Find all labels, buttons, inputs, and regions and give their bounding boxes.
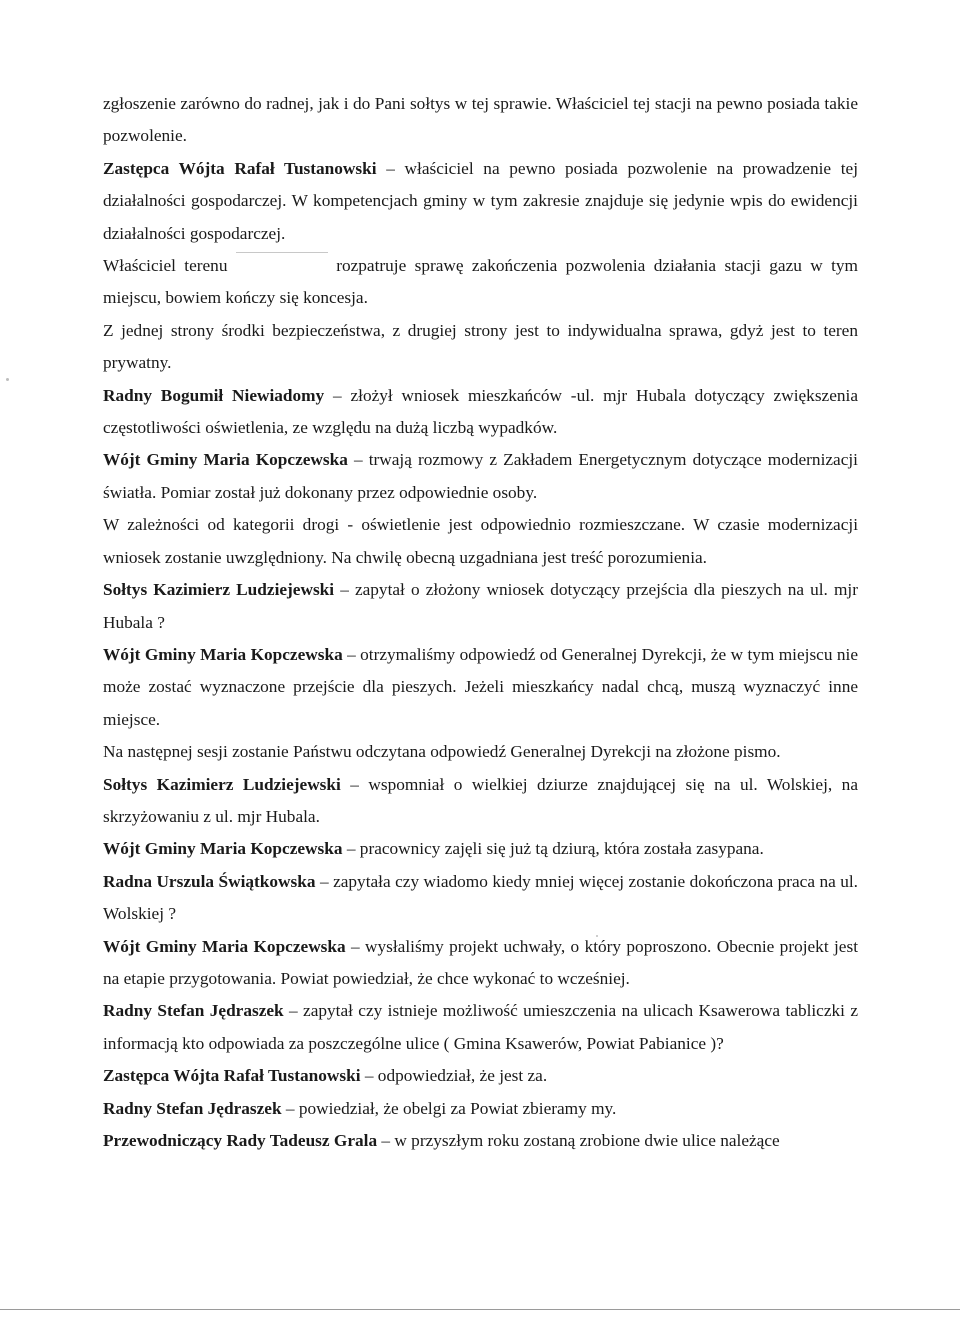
paragraph (103, 250, 858, 315)
speaker-name: Wójt Gminy Maria Kopczewska (103, 450, 348, 470)
speaker-name: Zastępca Wójta Rafał Tustanowski (103, 158, 377, 178)
speaker-name: Radny Stefan Jędraszek (103, 1001, 284, 1021)
scan-edge-line (0, 1309, 960, 1310)
paragraph-text: – zapytał czy istnieje możliwość umieszczenia na ulicach Ksawerowa tabliczki z informacją kto odpowiada za poszczególne ulice ( Gmina Ksawerów, Powiat Pabianice )? (103, 1001, 858, 1053)
document-page (103, 88, 858, 1157)
scan-speck (596, 935, 598, 937)
paragraph-text: – w przyszłym roku zostaną zrobione dwie ulice należące (377, 1131, 780, 1150)
speaker-name: Radny Bogumił Niewiadomy (103, 385, 325, 405)
paragraph-text: zgłoszenie zarówno do radnej, jak i do Pani sołtys w tej sprawie. Właściciel tej stacji na pewno posiada takie pozwolenie. (103, 94, 858, 146)
speaker-name: Sołtys Kazimierz Ludziejewski (103, 580, 335, 600)
paragraph-text: Na następnej sesji zostanie Państwu odczytana odpowiedź Generalnej Dyrekcji na złożone pismo. (103, 742, 781, 762)
paragraph-text: – otrzymaliśmy odpowiedź od Generalnej Dyrekcji, że w tym miejscu nie może zostać wyznaczone przejście dla pieszych. Jeżeli mieszkańcy nadal chcą, muszą wyznaczyć inne miejsce. (103, 644, 858, 729)
paragraph-text: – właściciel na pewno posiada pozwolenie na prowadzenie tej działalności gospodarczej. W kompetencjach gminy w tym zakresie znajduje się jedynie wpis do ewidencji działalności gospodarczej. (103, 158, 858, 243)
scan-speck (6, 378, 9, 381)
paragraph-text: – odpowiedział, że jest za. (360, 1066, 548, 1086)
paragraph (103, 315, 858, 380)
paragraph-text: – pracownicy zajęli się już tą dziurą, która została zasypana. (342, 839, 764, 859)
paragraph-text: – wspomniał o wielkiej dziurze znajdującej się na ul. Wolskiej, na skrzyżowaniu z ul. mjr Hubala. (103, 774, 858, 826)
speaker-name: Wójt Gminy Maria Kopczewska (103, 936, 346, 956)
paragraph-text: rozpatruje sprawę zakończenia pozwolenia działania stacji gazu w tym miejscu, bowiem kończy się koncesja. (103, 256, 858, 308)
paragraph (103, 931, 858, 996)
paragraph-text: – zapytała czy wiadomo kiedy mniej więcej zostanie dokończona praca na ul. Wolskiej ? (103, 871, 858, 924)
paragraph-text: Z jednej strony środki bezpieczeństwa, z drugiej strony jest to indywidualna sprawa, gdyż jest to teren prywatny. (103, 320, 858, 373)
paragraph (103, 1093, 858, 1125)
speaker-name: Wójt Gminy Maria Kopczewska (103, 839, 343, 859)
paragraph (103, 444, 858, 509)
paragraph-text: Właściciel terenu (103, 256, 228, 276)
paragraph (103, 574, 858, 639)
paragraph (103, 866, 858, 931)
paragraph (103, 736, 858, 768)
paragraph (103, 995, 858, 1060)
speaker-name: Zastępca Wójta Rafał Tustanowski (103, 1066, 361, 1086)
speaker-name: Wójt Gminy Maria Kopczewska (103, 644, 343, 664)
paragraph (103, 1125, 858, 1157)
paragraph (103, 380, 858, 445)
paragraph (103, 769, 858, 834)
paragraph-text: – wysłaliśmy projekt uchwały, o który poproszono. Obecnie projekt jest na etapie przygotowania. Powiat powiedział, że chce wykonać to wcześniej. (103, 936, 858, 988)
paragraph (103, 153, 858, 250)
speaker-name: Radna Urszula Świątkowska (103, 871, 316, 891)
paragraph (103, 88, 858, 153)
speaker-name: Radny Stefan Jędraszek (103, 1098, 282, 1118)
paragraph-text: – powiedział, że obelgi za Powiat zbieramy my. (281, 1098, 617, 1118)
speaker-name: Przewodniczący Rady Tadeusz Grala (103, 1131, 378, 1150)
paragraph-text: – zapytał o złożony wniosek dotyczący przejścia dla pieszych na ul. mjr Hubala ? (103, 580, 858, 632)
paragraph (103, 509, 858, 574)
paragraph (103, 639, 858, 736)
paragraph (103, 833, 858, 865)
speaker-name: Sołtys Kazimierz Ludziejewski (103, 774, 341, 794)
paragraph-text: – złożył wniosek mieszkańców -ul. mjr Hubala dotyczący zwiększenia częstotliwości oświetlenia, ze względu na dużą liczbą wypadków. (103, 385, 858, 438)
paragraph (103, 1060, 858, 1092)
redaction-mark (236, 252, 328, 254)
paragraph-text: W zależności od kategorii drogi - oświetlenie jest odpowiednio rozmieszczane. W czasie modernizacji wniosek zostanie uwzględniony. Na chwilę obecną uzgadniana jest treść porozumienia. (103, 515, 858, 567)
paragraph-text: – trwają rozmowy z Zakładem Energetycznym dotyczące modernizacji światła. Pomiar został już dokonany przez odpowiednie osoby. (103, 450, 858, 502)
